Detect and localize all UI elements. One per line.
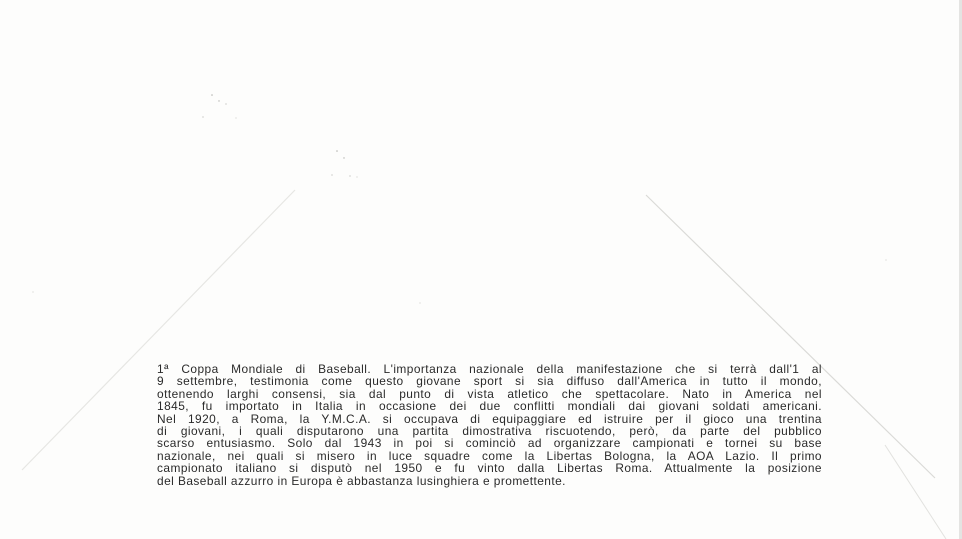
text-line-7: scarso entusiasmo. Solo dal 1943 in poi si cominciò ad organizzare campionati e tornei su base [157,436,822,451]
text-line-8: nazionale, nei quali si misero in luce squadre come la Libertas Bologna, la AOA Lazio. Il primo [157,448,822,463]
text-line-1: 1ª Coppa Mondiale di Baseball. L'importanza nazionale della manifestazione che si terrà dall'1 al [157,362,822,376]
description-text [157,363,822,487]
text-line-9: campionato italiano si disputò nel 1950 e fu vinto dalla Libertas Roma. Attualmente la posizione [157,461,822,476]
text-line-10: del Baseball azzurro in Europa è abbastanza lusinghiera e promettente. [157,473,566,488]
paper-specks [33,94,887,303]
text-line-6: di giovani, i quali disputarono una partita dimostrativa riscuotendo, però, da parte del pubblico [157,424,822,439]
text-line-5: Nel 1920, a Roma, la Y.M.C.A. si occupava di equipaggiare ed istruire per il gioco una trentina [157,411,822,426]
text-line-2: 9 settembre, testimonia come questo giovane sport si sia diffuso dall'America in tutto il mondo, [157,374,822,389]
text-line-3: ottenendo larghi consensi, sia dal punto di vista atletico che spettacolare. Nato in America nel [157,386,822,401]
text-line-4: 1845, fu importato in Italia in occasione dei due conflitti mondiali dai giovani soldati americani. [157,399,822,414]
